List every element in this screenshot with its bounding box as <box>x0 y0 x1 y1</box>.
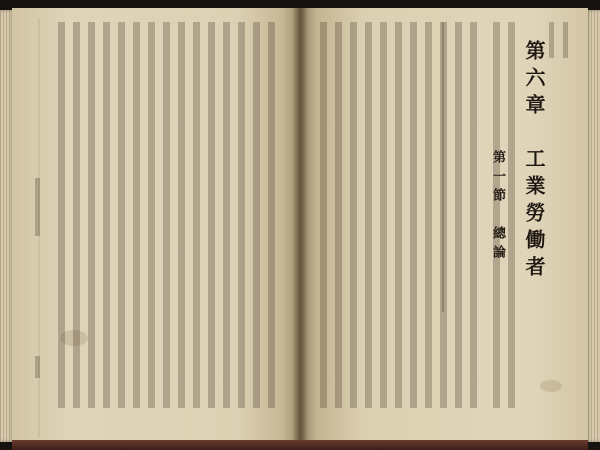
right-running-head <box>563 22 568 58</box>
body-column <box>470 22 477 408</box>
body-column <box>350 22 357 408</box>
body-column <box>178 22 185 408</box>
body-column <box>380 22 387 408</box>
book-cover-edge <box>12 440 588 450</box>
body-column <box>163 22 170 408</box>
body-column <box>508 22 515 408</box>
body-column <box>268 22 275 408</box>
right-page-number <box>549 22 554 58</box>
body-column <box>335 22 342 408</box>
body-column <box>73 22 80 408</box>
body-column <box>103 22 110 408</box>
page-shadow-line <box>442 22 444 312</box>
body-column <box>455 22 462 408</box>
body-column <box>193 22 200 408</box>
page-stain <box>540 380 562 392</box>
body-column <box>238 22 245 408</box>
body-column <box>365 22 372 408</box>
body-column <box>88 22 95 408</box>
page-shadow-line <box>38 18 40 438</box>
chapter-title: 第六章 工業勞働者 <box>522 40 546 283</box>
body-column <box>208 22 215 408</box>
body-column <box>395 22 402 408</box>
body-column <box>410 22 417 408</box>
body-column <box>425 22 432 408</box>
body-column <box>133 22 140 408</box>
body-column <box>223 22 230 408</box>
body-column <box>148 22 155 408</box>
right-page-edge-stack <box>586 10 600 442</box>
body-column <box>118 22 125 408</box>
book-gutter <box>292 8 308 446</box>
body-column <box>493 22 500 408</box>
body-column <box>320 22 327 408</box>
section-title: 第一節 總論 <box>490 150 505 264</box>
body-column <box>58 22 65 408</box>
body-column <box>253 22 260 408</box>
